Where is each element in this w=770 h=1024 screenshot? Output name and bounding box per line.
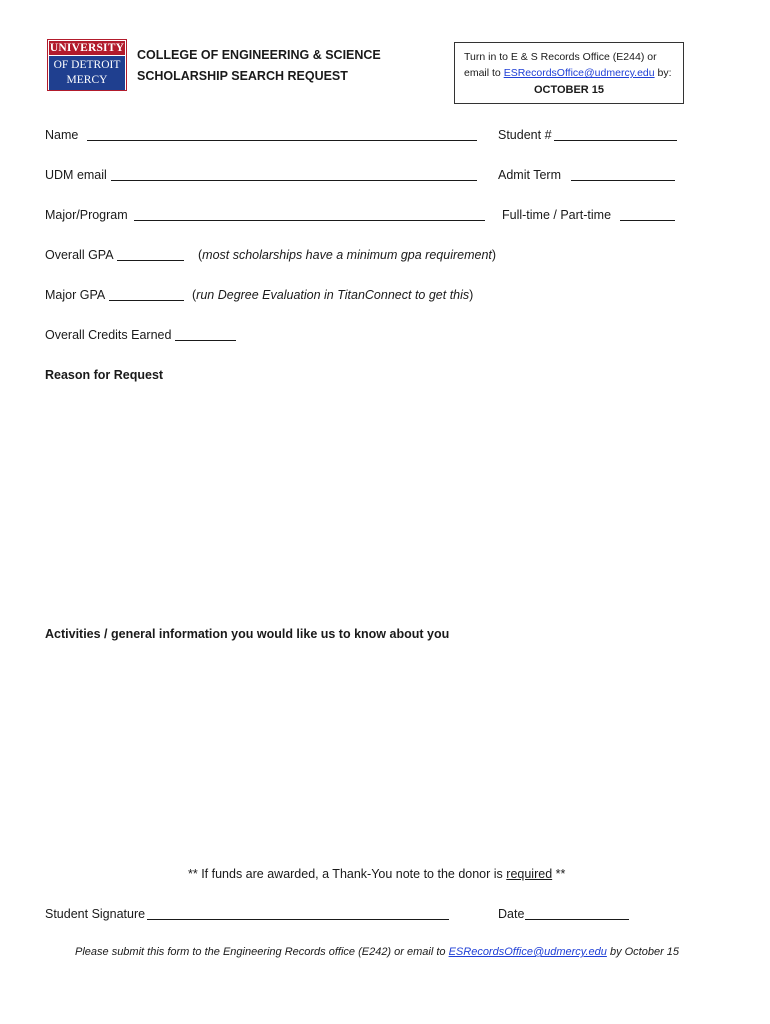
overall-gpa-label: Overall GPA (45, 248, 114, 262)
student-number-label: Student # (498, 128, 552, 142)
udm-email-input-line[interactable] (111, 168, 477, 184)
fulltime-parttime-input-line[interactable] (620, 208, 675, 224)
logo-line1: UNIVERSITY (49, 42, 125, 54)
deadline-date: OCTOBER 15 (533, 84, 605, 96)
admit-term-label: Admit Term (498, 168, 561, 182)
date-input-line[interactable] (525, 907, 629, 923)
date-label: Date (498, 907, 525, 921)
deadline-email-line (464, 67, 672, 79)
major-gpa-note: (run Degree Evaluation in TitanConnect to get this) (192, 288, 474, 302)
credits-earned-label: Overall Credits Earned (45, 328, 172, 342)
thank-you-prefix: ** If funds are awarded, a Thank-You note to the donor is (188, 867, 507, 881)
major-program-input-line[interactable] (134, 208, 485, 224)
reason-text-area[interactable] (45, 392, 725, 612)
reason-heading: Reason for Request (45, 368, 164, 382)
deadline-box (454, 42, 684, 104)
admit-term-input-line[interactable] (571, 168, 675, 184)
major-gpa-note-text: run Degree Evaluation in TitanConnect to get this (196, 288, 470, 302)
records-email-link[interactable]: ESRecordsOffice@udmercy.edu (503, 67, 655, 79)
deadline-instructions: Turn in to E & S Records Office (E244) or (464, 51, 657, 63)
activities-text-area[interactable] (45, 651, 725, 851)
form-title-line2: SCHOLARSHIP SEARCH REQUEST (137, 69, 348, 83)
footer-prefix: Please submit this form to the Engineering Records office (E242) or email to (75, 946, 449, 958)
name-label: Name (45, 128, 79, 142)
student-signature-line[interactable] (147, 907, 449, 923)
thank-you-suffix: ** (552, 867, 566, 881)
major-gpa-label: Major GPA (45, 288, 106, 302)
name-field (45, 128, 78, 142)
deadline-email-suffix: by: (654, 67, 672, 79)
footer-instructions (75, 946, 679, 958)
name-input-line[interactable] (87, 128, 477, 144)
student-signature-label: Student Signature (45, 907, 146, 921)
overall-gpa-note-text: most scholarships have a minimum gpa requirement (202, 248, 492, 262)
footer-email-link[interactable]: ESRecordsOffice@udmercy.edu (448, 946, 607, 958)
logo-line3: MERCY (66, 74, 108, 86)
overall-gpa-note: (most scholarships have a minimum gpa requirement) (198, 248, 497, 262)
thank-you-note (188, 867, 565, 881)
major-program-label: Major/Program (45, 208, 128, 222)
deadline-email-prefix: email to (464, 67, 504, 79)
logo-blue-panel (49, 56, 125, 90)
major-gpa-input-line[interactable] (109, 288, 184, 304)
form-title-line1: COLLEGE OF ENGINEERING & SCIENCE (137, 48, 381, 62)
logo-line2: OF DETROIT (53, 59, 121, 71)
footer-suffix: by October 15 (606, 946, 680, 958)
student-number-input-line[interactable] (554, 128, 677, 144)
fulltime-parttime-label: Full-time / Part-time (502, 208, 612, 222)
university-logo (47, 39, 127, 91)
credits-earned-input-line[interactable] (175, 328, 236, 344)
activities-heading: Activities / general information you would like us to know about you (45, 627, 450, 641)
overall-gpa-input-line[interactable] (117, 248, 184, 264)
udm-email-label: UDM email (45, 168, 107, 182)
thank-you-required: required (506, 867, 553, 881)
